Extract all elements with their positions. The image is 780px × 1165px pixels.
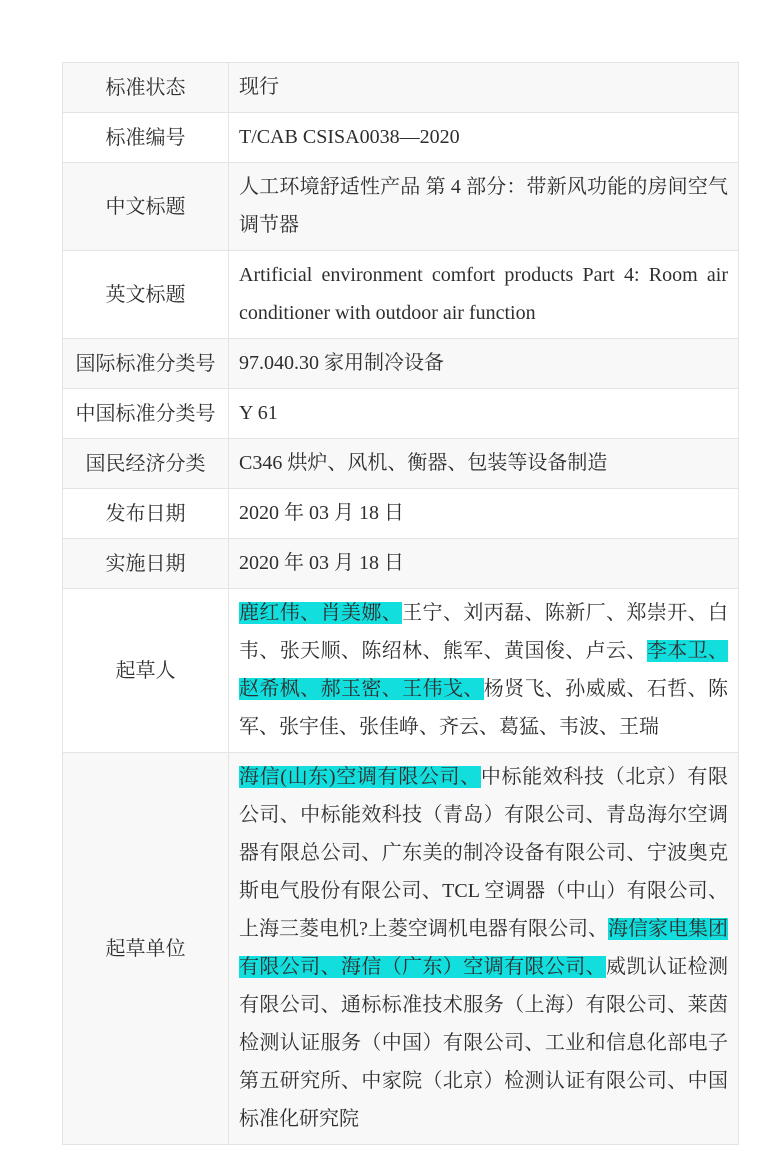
text-segment: 现行 <box>239 76 279 98</box>
highlighted-text: 海信(山东)空调有限公司、 <box>239 766 481 788</box>
row-label-ics-class: 国际标准分类号 <box>63 339 229 388</box>
text-segment: T/CAB CSISA0038—2020 <box>239 126 460 148</box>
table-row-economy-class <box>63 439 738 489</box>
row-label-publish-date: 发布日期 <box>63 489 229 538</box>
row-value-status <box>229 63 738 112</box>
highlighted-text: 海信家电集团有限公司、海信（广东）空调有限公司、 <box>239 918 728 978</box>
highlighted-text: 郝玉密、 <box>320 678 403 700</box>
text-segment: 2020 年 03 月 18 日 <box>239 552 404 574</box>
row-value-text-number <box>239 118 728 156</box>
table-row-title-en <box>63 251 738 339</box>
row-value-text-title-zh <box>239 168 728 244</box>
row-label-title-zh: 中文标题 <box>63 163 229 250</box>
highlighted-text: 赵希枫、 <box>239 678 321 700</box>
row-value-text-drafting-units <box>239 758 728 1138</box>
row-label-economy-class: 国民经济分类 <box>63 439 229 488</box>
row-value-number <box>229 113 738 162</box>
row-value-text-ics-class <box>239 344 728 382</box>
table-row-implement-date <box>63 539 738 589</box>
table-row-status <box>63 63 738 113</box>
row-value-title-zh <box>229 163 738 250</box>
text-segment: 威凯认证检测有限公司、通标标准技术服务（上海）有限公司、莱茵检测认证服务（中国）有限公司、工业和信息化部电子第五研究所、中家院（北京）检测认证有限公司、中国标准化研究院 <box>239 956 729 1130</box>
highlighted-text: 王伟戈、 <box>402 678 484 700</box>
table-row-number <box>63 113 738 163</box>
table-row-drafting-units <box>63 753 738 1145</box>
text-segment: 中标能效科技（北京）有限公司、中标能效科技（青岛）有限公司、青岛海尔空调器有限总公司、广东美的制冷设备有限公司、宁波奥克斯电气股份有限公司、TCL 空调器（中山）有限公司、上海三菱电机?上菱空调机电器有限公司、 <box>239 766 728 940</box>
row-value-drafters <box>229 589 738 752</box>
highlighted-text: 李本卫、 <box>646 640 729 662</box>
table-row-drafters <box>63 589 738 753</box>
row-value-text-ccs-class <box>239 394 728 432</box>
text-segment: 人工环境舒适性产品 第 4 部分：带新风功能的房间空气调节器 <box>239 176 728 236</box>
row-label-implement-date: 实施日期 <box>63 539 229 588</box>
text-segment: 97.040.30 家用制冷设备 <box>239 352 444 374</box>
row-label-drafting-units: 起草单位 <box>63 753 229 1144</box>
row-value-text-economy-class <box>239 444 728 482</box>
row-value-text-drafters <box>239 594 728 746</box>
highlighted-text: 肖美娜、 <box>320 602 403 624</box>
row-value-text-publish-date <box>239 494 728 532</box>
standard-info-table <box>62 62 739 1145</box>
row-value-title-en <box>229 251 738 338</box>
row-label-status: 标准状态 <box>63 63 229 112</box>
row-value-publish-date <box>229 489 738 538</box>
row-value-implement-date <box>229 539 738 588</box>
text-segment: 2020 年 03 月 18 日 <box>239 502 404 524</box>
text-segment: 杨贤飞、孙威威、石哲、陈军、张宇佳、张佳峥、齐云、葛猛、韦波、王瑞 <box>239 678 729 738</box>
row-value-ics-class <box>229 339 738 388</box>
text-segment: Artificial environment comfort products Part 4: Room air conditioner with outdoor air function <box>239 264 728 324</box>
row-label-ccs-class: 中国标准分类号 <box>63 389 229 438</box>
table-row-publish-date <box>63 489 738 539</box>
text-segment: 王宁、刘丙磊、陈新厂、郑崇开、白韦、张天顺、陈绍林、熊军、黄国俊、卢云、 <box>239 602 729 662</box>
row-value-ccs-class <box>229 389 738 438</box>
table-row-ccs-class <box>63 389 738 439</box>
table-row-title-zh <box>63 163 738 251</box>
text-segment: C346 烘炉、风机、衡器、包装等设备制造 <box>239 452 608 474</box>
row-label-drafters: 起草人 <box>63 589 229 752</box>
highlighted-text: 鹿红伟、 <box>239 602 321 624</box>
row-label-number: 标准编号 <box>63 113 229 162</box>
row-value-economy-class <box>229 439 738 488</box>
row-value-text-implement-date <box>239 544 728 582</box>
text-segment: Y 61 <box>239 402 278 424</box>
row-label-title-en: 英文标题 <box>63 251 229 338</box>
row-value-text-title-en <box>239 256 728 332</box>
table-row-ics-class <box>63 339 738 389</box>
row-value-text-status <box>239 68 728 106</box>
row-value-drafting-units <box>229 753 738 1144</box>
